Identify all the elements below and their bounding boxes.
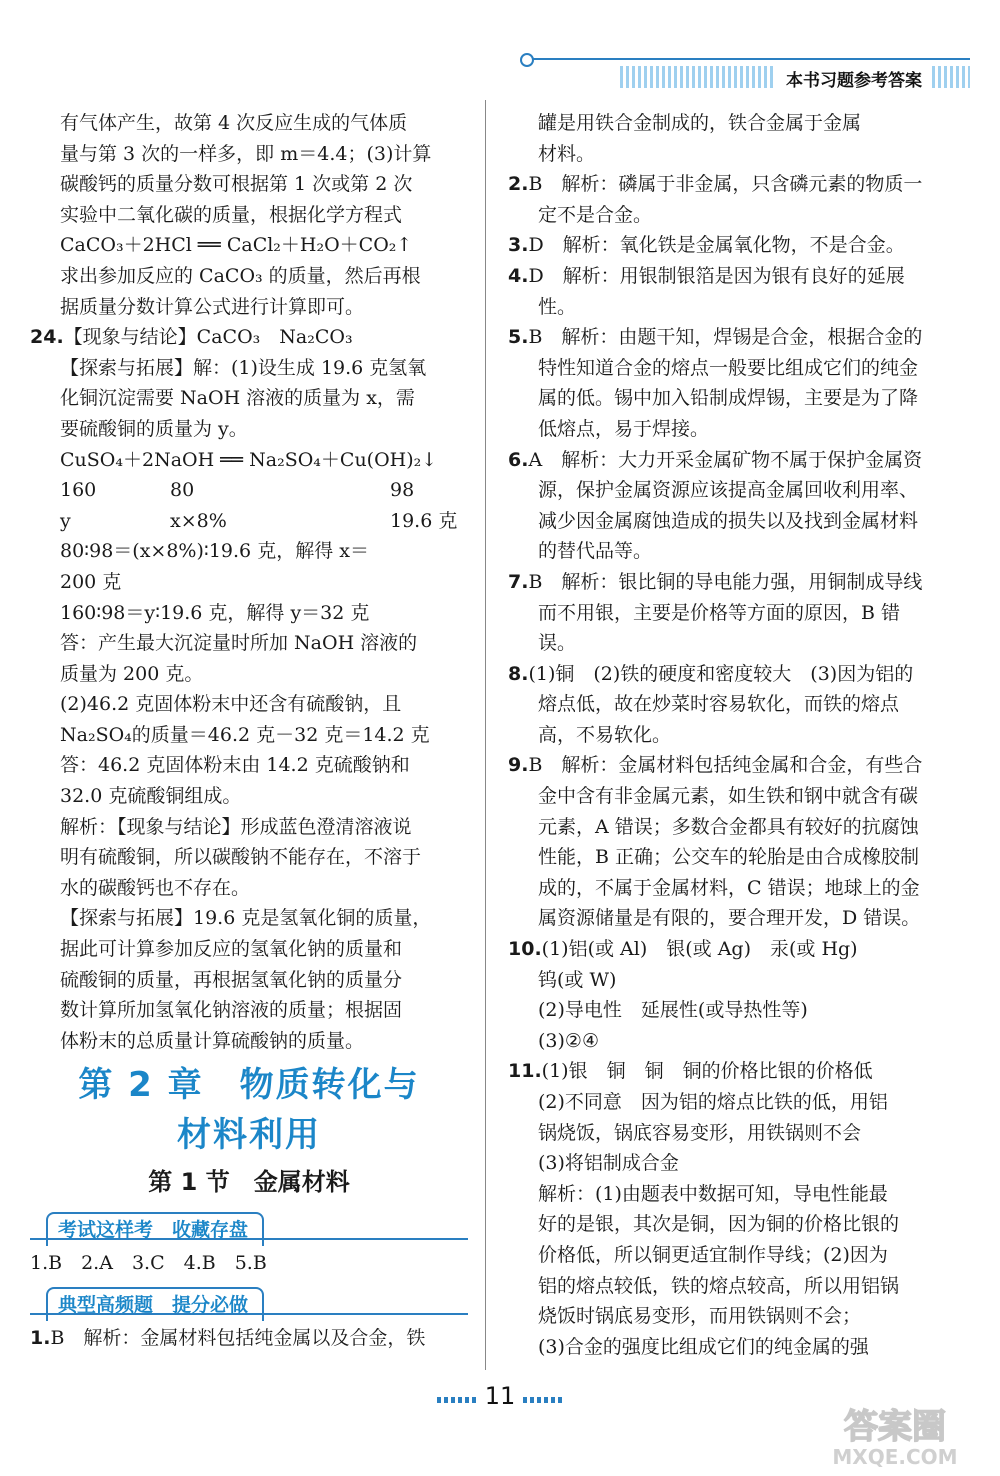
text-line: 据质量分数计算公式进行计算即可。: [60, 295, 365, 318]
text-line: 实验中二氧化碳的质量，根据化学方程式: [60, 203, 403, 226]
question-number: 3.: [508, 234, 529, 257]
text-line: (2)不同意 因为铝的熔点比铁的低，用铝: [538, 1091, 888, 1113]
answer-text: B 解析：由题干知，焊锡是合金，根据合金的特性知道合金的熔点一般要比组成它们的纯金属的低。锡中加入铅制成焊锡，主要是为了降低熔点，易于焊接。: [528, 326, 923, 440]
page-header: [520, 58, 970, 91]
question-number: 7.: [508, 570, 529, 593]
answer-item: [508, 659, 928, 751]
answer-text: B 解析：磷属于非金属，只含磷元素的物质一定不是合金。: [528, 173, 923, 226]
question-number: 9.: [508, 754, 529, 777]
text-line: (3)②④: [538, 1029, 599, 1052]
ratio-cell: x×8%: [170, 509, 227, 532]
question-number: 8.: [508, 662, 529, 685]
ratio-cell: y: [60, 509, 71, 532]
header-label: 本书习题参考答案: [776, 64, 932, 93]
answer-item: [508, 169, 928, 230]
text-line: 据此可计算参加反应的氢氧化钠的质量和: [60, 938, 403, 961]
answer-item: [508, 750, 928, 934]
ratio-cell: 19.6 克: [390, 509, 458, 532]
text-line: 要硫酸铜的质量为 y。: [60, 417, 248, 440]
question-number: 1.: [30, 1327, 51, 1349]
q23-continuation: [30, 108, 468, 322]
right-column: [508, 108, 928, 1362]
chapter-title-line: 材料利用: [177, 1115, 321, 1156]
text-line: B 解析：金属材料包括纯金属以及合金，铁: [50, 1327, 426, 1349]
answer-list: [508, 169, 928, 934]
header-ring-icon: [520, 53, 534, 67]
section-title: 第 1 节 金属材料: [148, 1168, 350, 1197]
answer-text: D 解析：用银制银箔是因为银有良好的延展性。: [528, 264, 905, 318]
text-line: 答：46.2 克固体粉末由 14.2 克硫酸钠和: [60, 754, 410, 777]
text-line: 硫酸铜的质量，再根据氢氧化钠的质量分: [60, 968, 403, 991]
text-line: 水的碳酸钙也不存在。: [60, 876, 251, 899]
text-line: 有气体产生，故第 4 次反应生成的气体质: [60, 112, 408, 134]
text-line: 价格低，所以铜更适宜制作导线；(2)因为: [538, 1243, 888, 1266]
mcq-answers: 1.B 2.A 3.C 4.B 5.B: [30, 1252, 267, 1275]
answer-text: (1)铜 (2)铁的硬度和密度较大 (3)因为铝的熔点低，故在炒菜时容易软化，而铁的熔点高，不易软化。: [528, 662, 914, 746]
question-number: 2.: [508, 173, 529, 196]
equation-line: CuSO₄＋2NaOH ══ Na₂SO₄＋Cu(OH)₂↓: [60, 448, 438, 471]
text-line: 碳酸钙的质量分数可根据第 1 次或第 2 次: [60, 173, 413, 196]
text-line: (3)将铝制成合金: [538, 1152, 679, 1175]
equation-line: CaCO₃＋2HCl ══ CaCl₂＋H₂O＋CO₂↑: [60, 234, 413, 257]
page-number: 11: [484, 1382, 516, 1410]
text-line: 钨(或 W): [538, 968, 617, 991]
text-line: 烧饭时锅底易变形，而用铁锅则不会；: [538, 1305, 862, 1328]
svg-text:MXQE.COM: MXQE.COM: [832, 1445, 958, 1469]
question-number: 5.: [508, 326, 529, 349]
text-line: 【探索与拓展】解：(1)设生成 19.6 克氢氧: [60, 356, 427, 379]
analysis-line: 解析：【现象与结论】形成蓝色澄清溶液说: [60, 815, 412, 838]
text-line: 200 克: [60, 570, 122, 593]
ratio-row: [30, 475, 468, 506]
text-line: 质量为 200 克。: [60, 662, 204, 685]
text-line: 铝的熔点较低，铁的熔点较高，所以用铝锅: [538, 1274, 900, 1297]
chapter-title-line: 第 2 章 物质转化与: [78, 1065, 420, 1106]
analysis-line: 解析：(1)由题表中数据可知，导电性能最: [538, 1182, 888, 1205]
answer-text: B 解析：金属材料包括纯金属和合金，有些合金中含有非金属元素，如生铁和钢中就含有碳元素，A 错误；多数合金都具有较好的抗腐蚀性能，B 正确；公交车的轮胎是由合成橡胶制成的，不属于金属材料，C 错误；地球上的金属资源储量是有限的，要合理开发，D 错误。: [528, 754, 923, 930]
answer-text: B 解析：银比铜的导电能力强，用铜制成导线而不用银，主要是价格等方面的原因，B 错误。: [528, 570, 923, 655]
text-line: 化铜沉淀需要 NaOH 溶液的质量为 x，需: [60, 387, 415, 410]
answer-item: [508, 567, 928, 659]
text-line: 32.0 克硫酸铜组成。: [60, 785, 242, 808]
question-number: 24.: [30, 326, 64, 349]
question-number: 4.: [508, 264, 529, 287]
question-24: [30, 322, 468, 1056]
answer-item: [508, 445, 928, 567]
svg-text:答案圈: 答案圈: [844, 1407, 946, 1447]
ratio-cell: 160: [60, 479, 97, 502]
text-line: 【现象与结论】CaCO₃ Na₂CO₃: [63, 326, 353, 349]
text-line: 160∶98＝y∶19.6 克，解得 y＝32 克: [60, 601, 370, 624]
column-divider: [485, 100, 486, 1370]
ratio-cell: 80: [170, 479, 195, 502]
ratio-cell: 98: [390, 479, 415, 502]
text-line: 好的是银，其次是铜，因为铜的价格比银的: [538, 1213, 900, 1236]
text-line: 明有硫酸铜，所以碳酸钠不能存在，不溶于: [60, 846, 422, 869]
question-number: 10.: [508, 938, 542, 961]
text-line: 答：产生最大沉淀量时所加 NaOH 溶液的: [60, 632, 418, 655]
answer-item: [508, 230, 928, 261]
left-column: [30, 108, 468, 1354]
text-line: 锅烧饭，锅底容易变形，用铁锅则不会: [538, 1121, 862, 1144]
text-line: Na₂SO₄的质量＝46.2 克－32 克＝14.2 克: [60, 723, 430, 746]
question-number: 6.: [508, 448, 529, 471]
text-line: 数计算所加氢氧化钠溶液的质量；根据固: [60, 999, 403, 1022]
tab-label: 典型高频题 提分必做: [46, 1287, 264, 1321]
text-line: 体粉末的总质量计算硫酸钠的质量。: [60, 1029, 365, 1052]
text-line: 【探索与拓展】19.6 克是氢氧化铜的质量，: [60, 907, 432, 930]
question-number: 11.: [508, 1060, 542, 1083]
text-line: 材料。: [538, 142, 596, 165]
ratio-row: [30, 506, 468, 537]
answer-item: [508, 261, 928, 322]
watermark-logo: [800, 1400, 990, 1470]
text-line: (3)合金的强度比组成它们的纯金属的强: [538, 1335, 869, 1358]
footer-ornament-icon: [437, 1397, 477, 1403]
text-line: (2)导电性 延展性(或导热性等): [538, 999, 808, 1022]
answer-text: A 解析：大力开采金属矿物不属于保护金属资源，保护金属资源应该提高金属回收利用率、减少因金属腐蚀造成的损失以及找到金属材料的替代品等。: [528, 448, 923, 563]
footer-ornament-icon: [523, 1397, 563, 1403]
chapter-title: [30, 1060, 468, 1160]
text-line: (1)银 铜 铜 铜的价格比银的价格低: [541, 1060, 873, 1083]
text-line: 求出参加反应的 CaCO₃ 的质量，然后再根: [60, 264, 421, 287]
answer-text: D 解析：氧化铁是金属氧化物，不是合金。: [528, 234, 905, 257]
text-line: 80∶98＝(x×8%)∶19.6 克，解得 x＝: [60, 540, 369, 563]
text-line: 量与第 3 次的一样多，即 m＝4.4；(3)计算: [60, 142, 432, 165]
text-line: (2)46.2 克固体粉末中还含有硫酸钠，且: [60, 693, 402, 716]
section-tab: [30, 1204, 468, 1248]
section-tab: [30, 1279, 468, 1323]
header-rule: [530, 58, 970, 60]
tab-label: 考试这样考 收藏存盘: [46, 1212, 264, 1246]
text-line: 罐是用铁合金制成的，铁合金属于金属: [538, 112, 862, 134]
page-footer: [420, 1382, 580, 1412]
answer-item: [508, 322, 928, 444]
text-line: (1)铝(或 Al) 银(或 Ag) 汞(或 Hg): [541, 938, 858, 961]
